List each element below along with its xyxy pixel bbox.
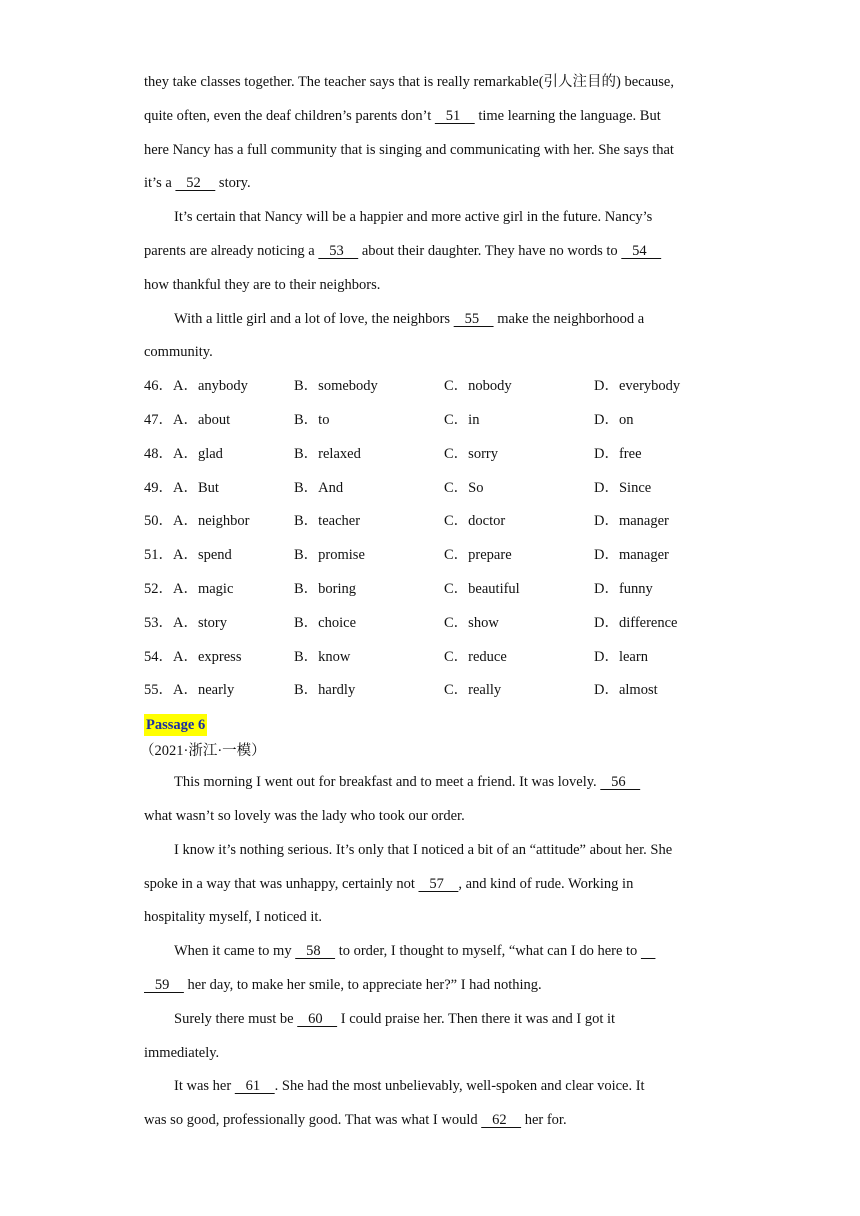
options-list — [144, 370, 724, 708]
option-a: 55．A．nearly — [144, 682, 235, 699]
option-c: C．nobody — [444, 378, 512, 395]
text-line: It was her 61 . She had the most unbelievably, well-spoken and clear voice. It — [144, 1070, 724, 1104]
option-a: 53．A．story — [144, 614, 227, 631]
answer-blank: 55 — [453, 310, 494, 327]
option-c: C．So — [444, 479, 484, 496]
option-d: D．difference — [594, 614, 678, 631]
option-d: D．everybody — [594, 378, 681, 395]
text-line: they take classes together. The teacher says that is really remarkable(引人注目的) because, — [144, 74, 674, 90]
option-c: C．doctor — [444, 513, 506, 530]
passage-6-text — [144, 766, 724, 1138]
option-b: B．boring — [294, 580, 357, 597]
option-c: C．really — [444, 682, 502, 699]
question-options-row — [144, 539, 724, 573]
option-a: 52．A．magic — [144, 580, 234, 597]
text-line: immediately. — [144, 1044, 220, 1061]
option-b: B．know — [294, 648, 351, 665]
text-line: When it came to my 58 to order, I thought to myself, “what can I do here to — [144, 935, 724, 969]
passage-source: （2021·浙江·一模） — [140, 743, 266, 760]
option-a: 47．A．about — [144, 411, 231, 428]
question-options-row — [144, 472, 724, 506]
option-d: D．learn — [594, 648, 648, 665]
answer-blank: 58 — [295, 943, 336, 960]
text-line: community. — [144, 344, 213, 361]
question-options-row — [144, 438, 724, 472]
option-a: 54．A．express — [144, 648, 242, 665]
option-b: B．relaxed — [294, 445, 361, 462]
option-b: B．promise — [294, 547, 365, 564]
option-c: C．reduce — [444, 648, 507, 665]
text-line: parents are already noticing a 53 about their daughter. They have no words to 54 — [144, 235, 724, 269]
option-a: 50．A．neighbor — [144, 513, 250, 530]
answer-blank: 53 — [318, 242, 359, 259]
text-line: I know it’s nothing serious. It’s only that I noticed a bit of an “attitude” about her. She — [174, 841, 673, 858]
text-line: quite often, even the deaf children’s parents don’t 51 time learning the language. But — [144, 100, 724, 134]
question-options-row — [144, 404, 724, 438]
answer-blank: 57 — [418, 875, 459, 892]
passage-title: Passage 6 — [144, 714, 207, 736]
text-line: hospitality myself, I noticed it. — [144, 909, 323, 926]
passage-6-header — [144, 708, 724, 736]
option-b: B．And — [294, 479, 344, 496]
answer-blank: 51 — [434, 107, 475, 124]
answer-blank: 54 — [621, 242, 662, 259]
option-a: 49．A．But — [144, 479, 219, 496]
option-b: B．choice — [294, 614, 357, 631]
answer-blank: 52 — [175, 175, 216, 192]
option-a: 46．A．anybody — [144, 378, 248, 395]
option-b: B．hardly — [294, 682, 356, 699]
answer-blank — [641, 935, 656, 969]
passage-5-text — [144, 66, 724, 370]
option-b: B．teacher — [294, 513, 361, 530]
text-line: With a little girl and a lot of love, the neighbors 55 make the neighborhood a — [144, 303, 724, 337]
option-a: 51．A．spend — [144, 547, 232, 564]
text-line: spoke in a way that was unhappy, certainly not 57 , and kind of rude. Working in — [144, 868, 724, 902]
question-options-row — [144, 674, 724, 708]
option-d: D．manager — [594, 513, 669, 530]
option-d: D．almost — [594, 682, 658, 699]
text-line: it’s a 52 story. — [144, 167, 724, 201]
option-c: C．prepare — [444, 547, 512, 564]
text-line: here Nancy has a full community that is singing and communicating with her. She says that — [144, 141, 674, 158]
question-options-row — [144, 607, 724, 641]
option-c: C．in — [444, 411, 480, 428]
answer-blank: 56 — [600, 774, 641, 791]
text-line: how thankful they are to their neighbors. — [144, 276, 381, 293]
option-d: D．funny — [594, 580, 653, 597]
option-a: 48．A．glad — [144, 445, 223, 462]
text-line: This morning I went out for breakfast and to meet a friend. It was lovely. 56 — [144, 766, 724, 800]
question-options-row — [144, 505, 724, 539]
text-line: Surely there must be 60 I could praise her. Then there it was and I got it — [144, 1003, 724, 1037]
option-d: D．free — [594, 445, 642, 462]
answer-blank: 60 — [297, 1010, 338, 1027]
option-b: B．to — [294, 411, 330, 428]
option-d: D．on — [594, 411, 634, 428]
option-c: C．beautiful — [444, 580, 520, 597]
option-d: D．Since — [594, 479, 652, 496]
option-d: D．manager — [594, 547, 669, 564]
option-c: C．sorry — [444, 445, 498, 462]
text-line: was so good, professionally good. That was what I would 62 her for. — [144, 1104, 724, 1138]
question-options-row — [144, 573, 724, 607]
answer-blank: 59 — [144, 976, 184, 993]
document-page — [140, 66, 724, 1138]
text-line: what wasn’t so lovely was the lady who took our order. — [144, 807, 465, 824]
option-b: B．somebody — [294, 378, 378, 395]
question-options-row — [144, 370, 724, 404]
answer-blank: 61 — [234, 1078, 275, 1095]
text-line: 59 her day, to make her smile, to appreciate her?” I had nothing. — [144, 969, 724, 1003]
question-options-row — [144, 641, 724, 675]
answer-blank: 62 — [481, 1112, 522, 1129]
option-c: C．show — [444, 614, 499, 631]
text-line: It’s certain that Nancy will be a happier and more active girl in the future. Nancy’s — [174, 209, 653, 226]
